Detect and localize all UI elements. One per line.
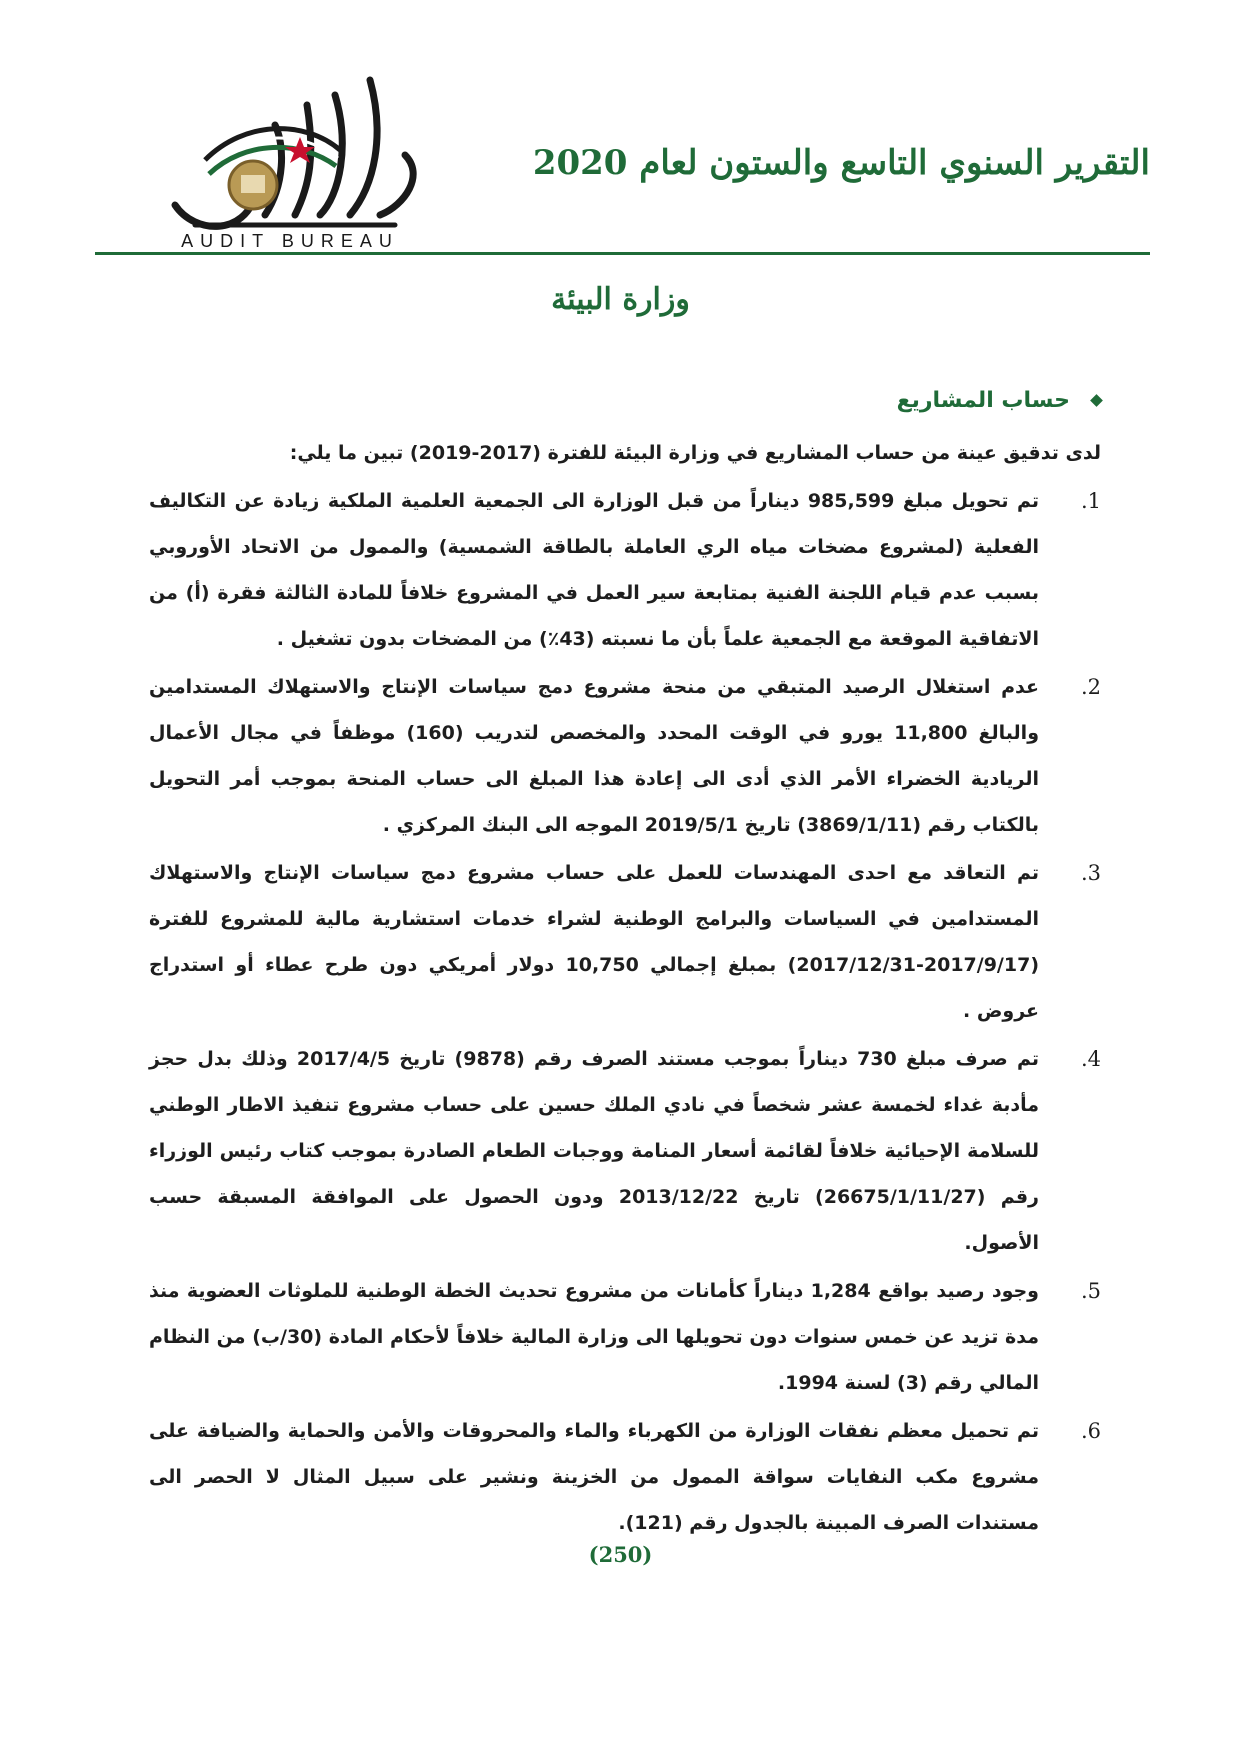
page-header [95, 55, 1150, 255]
audit-bureau-logo [135, 65, 445, 245]
finding-number: 3. [1080, 861, 1101, 885]
finding-item [149, 1036, 1101, 1266]
finding-number: 5. [1080, 1279, 1101, 1303]
diamond-bullet-icon [1090, 394, 1103, 407]
finding-item [149, 478, 1101, 662]
finding-text: تم تحويل مبلغ 985,599 ديناراً من قبل الوزارة الى الجمعية العلمية الملكية زيادة عن التكاليف الفعلية (لمشروع مضخات مياه الري العاملة بالطاقة الشمسية) والممول من الاتحاد الأوروبي بسبب عدم قيام اللجنة الفنية بمتابعة سير العمل في المشروع خلافاً للمادة الثالثة فقرة (أ) من الاتفاقية الموقعة مع الجمعية علماً بأن ما نسبته (43٪) من المضخات بدون تشغيل . [149, 490, 1039, 650]
page-title: وزارة البيئة [551, 282, 690, 317]
section-heading [897, 388, 1101, 413]
finding-text: وجود رصيد بواقع 1,284 ديناراً كأمانات من مشروع تحديث الخطة الوطنية للملوثات العضوية منذ مدة تزيد عن خمس سنوات دون تحويلها الى وزارة المالية خلافاً لأحكام المادة (30/ب) من النظام المالي رقم (3) لسنة 1994. [149, 1280, 1039, 1394]
header-divider [95, 252, 1150, 255]
finding-item [149, 1268, 1101, 1406]
finding-number: 6. [1080, 1419, 1101, 1443]
report-title: التقرير السنوي التاسع والستون لعام 2020 [532, 143, 1150, 183]
section-heading-text: حساب المشاريع [896, 388, 1070, 413]
finding-number: 2. [1080, 675, 1101, 699]
page-number: (250) [588, 1542, 653, 1567]
finding-item [149, 1408, 1101, 1546]
finding-number: 1. [1080, 489, 1101, 513]
finding-text: تم صرف مبلغ 730 ديناراً بموجب مستند الصرف رقم (9878) تاريخ 2017/4/5 وذلك بدل حجز مأدبة غداء لخمسة عشر شخصاً في نادي الملك حسين على حساب مشروع تنفيذ الاطار الوطني للسلامة الإحيائية خلافاً لقائمة أسعار المنامة ووجبات الطعام الصادرة بموجب كتاب رئيس الوزراء رقم (26675/1/11/27) تاريخ 2013/12/22 ودون الحصول على الموافقة المسبقة حسب الأصول. [149, 1048, 1039, 1254]
finding-text: عدم استغلال الرصيد المتبقي من منحة مشروع دمج سياسات الإنتاج والاستهلاك المستدامين والبالغ 11,800 يورو في الوقت المحدد والمخصص لتدريب (160) موظفاً في مجال الأعمال الريادية الخضراء الأمر الذي أدى الى إعادة هذا المبلغ الى حساب المنحة بموجب أمر التحويل بالكتاب رقم (3869/1/11) تاريخ 2019/5/1 الموجه الى البنك المركزي . [149, 676, 1040, 836]
logo-calligraphy-emblem [135, 65, 445, 245]
finding-text: تم التعاقد مع احدى المهندسات للعمل على حساب مشروع دمج سياسات الإنتاج والاستهلاك المستدامين في السياسات والبرامج الوطنية لشراء خدمات استشارية مالية للمشروع للفترة (2017/9/17-2017/12/31) بمبلغ إجمالي 10,750 دولار أمريكي دون طرح عطاء أو استدراج عروض . [149, 862, 1039, 1022]
finding-number: 4. [1080, 1047, 1101, 1071]
findings-body [149, 430, 1101, 1548]
finding-item [149, 664, 1101, 848]
finding-text: تم تحميل معظم نفقات الوزارة من الكهرباء والماء والمحروقات والأمن والحماية والضيافة على مشروع مكب النفايات سواقة الممول من الخزينة ونشير على سبيل المثال لا الحصر الى مستندات الصرف المبينة بالجدول رقم (121). [149, 1420, 1039, 1534]
intro-paragraph: لدى تدقيق عينة من حساب المشاريع في وزارة البيئة للفترة (2017-2019) تبين ما يلي: [289, 442, 1101, 464]
logo-caption: AUDIT BUREAU [181, 231, 399, 251]
finding-item [149, 850, 1101, 1034]
